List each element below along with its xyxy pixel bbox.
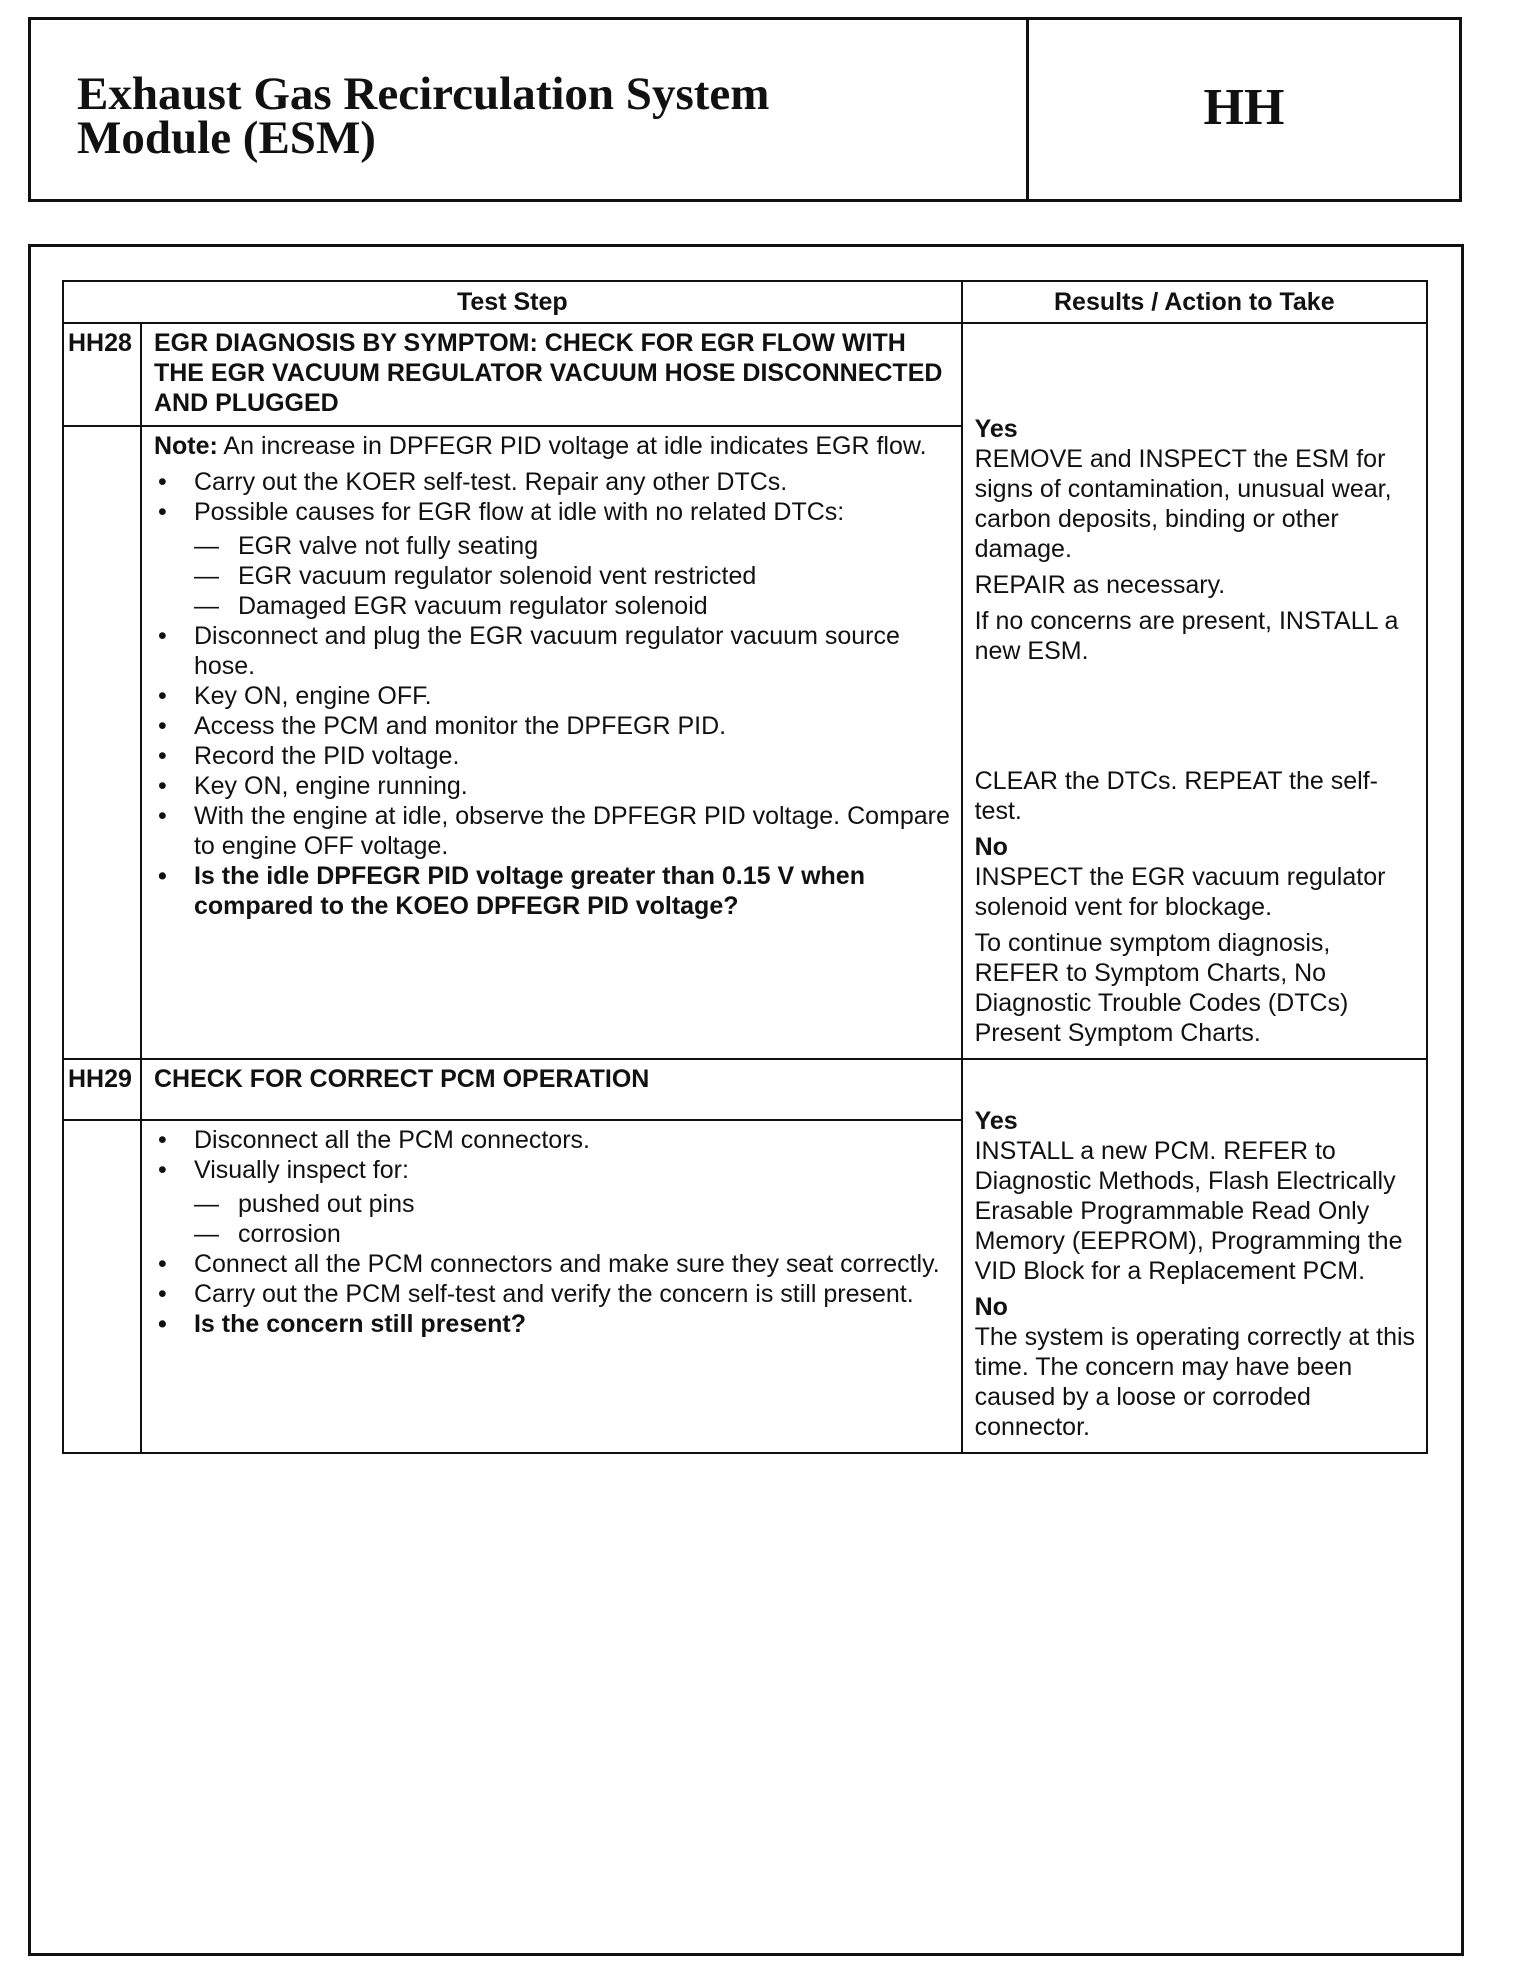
- list-item: • Key ON, engine OFF.: [154, 681, 953, 711]
- step-body: [141, 426, 962, 1059]
- list-item: — corrosion: [154, 1219, 953, 1249]
- step-note: [154, 431, 953, 461]
- inspect-list: [154, 1189, 953, 1249]
- step-results: [962, 1059, 1427, 1453]
- step-instructions: [154, 467, 953, 921]
- list-item-text: Visually inspect for:: [193, 1156, 409, 1185]
- list-item: • Carry out the PCM self-test and verify the concern is still present.: [154, 1279, 953, 1309]
- step-results: [962, 323, 1427, 1059]
- result-text: INSTALL a new PCM. REFER to Diagnostic Methods, Flash Electrically Erasable Programmable Read Only Memory (EEPROM), Programming the VID Block for a Replacement PCM.: [974, 1137, 1403, 1285]
- step-title: CHECK FOR CORRECT PCM OPERATION: [141, 1059, 962, 1120]
- section-code: HH: [1203, 79, 1285, 136]
- list-item: • Access the PCM and monitor the DPFEGR PID.: [154, 711, 953, 741]
- result-text: REMOVE and INSPECT the ESM for signs of contamination, unusual wear, carbon deposits, binding or other damage.: [974, 445, 1392, 563]
- results-header: Results / Action to Take: [962, 281, 1427, 323]
- result-text: The system is operating correctly at this time. The concern may have been caused by a loose or corroded connector.: [974, 1323, 1416, 1441]
- test-step-table: [62, 280, 1428, 1454]
- table-header-row: [63, 281, 1427, 323]
- list-item: • Disconnect and plug the EGR vacuum regulator vacuum source hose.: [154, 621, 953, 681]
- yes-label: Yes: [974, 415, 1018, 443]
- list-item: • With the engine at idle, observe the DPFEGR PID voltage. Compare to engine OFF voltage.: [154, 801, 953, 861]
- section-title: [31, 20, 1029, 199]
- step-id-spacer: [63, 426, 141, 1059]
- result-text: If no concerns are present, INSTALL a new ESM.: [974, 607, 1399, 665]
- list-item: — EGR vacuum regulator solenoid vent restricted: [154, 561, 953, 591]
- list-item: • Key ON, engine running.: [154, 771, 953, 801]
- section-title-line-1: Exhaust Gas Recirculation System: [77, 68, 770, 120]
- list-item: • Connect all the PCM connectors and make sure they seat correctly.: [154, 1249, 953, 1279]
- list-item: — pushed out pins: [154, 1189, 953, 1219]
- result-text: REPAIR as necessary.: [974, 571, 1226, 599]
- note-text: An increase in DPFEGR PID voltage at idle indicates EGR flow.: [217, 432, 927, 461]
- step-title-row: [63, 323, 1427, 426]
- list-item: — EGR valve not fully seating: [154, 531, 953, 561]
- step-id-spacer: [63, 1120, 141, 1453]
- cause-list: [154, 531, 953, 621]
- list-item: • Record the PID voltage.: [154, 741, 953, 771]
- list-item: [154, 497, 953, 621]
- yes-label: Yes: [974, 1107, 1018, 1135]
- result-text: CLEAR the DTCs. REPEAT the self-test.: [974, 767, 1378, 825]
- result-text: INSPECT the EGR vacuum regulator solenoid vent for blockage.: [974, 863, 1386, 921]
- step-question: • Is the idle DPFEGR PID voltage greater than 0.15 V when compared to the KOEO DPFEGR PID voltage?: [154, 861, 953, 921]
- step-question: • Is the concern still present?: [154, 1309, 953, 1339]
- list-item: — Damaged EGR vacuum regulator solenoid: [154, 591, 953, 621]
- test-step-header: Test Step: [63, 281, 962, 323]
- note-label: Note:: [153, 432, 218, 461]
- no-label: No: [974, 833, 1008, 861]
- step-id: HH29: [63, 1059, 141, 1120]
- step-id: HH28: [63, 323, 141, 426]
- list-item: [154, 1155, 953, 1249]
- no-label: No: [974, 1293, 1008, 1321]
- step-title: EGR DIAGNOSIS BY SYMPTOM: CHECK FOR EGR FLOW WITH THE EGR VACUUM REGULATOR VACUUM HOSE DISCONNECTED AND PLUGGED: [141, 323, 962, 426]
- page-header: [28, 17, 1462, 202]
- list-item: • Disconnect all the PCM connectors.: [154, 1125, 953, 1155]
- list-item-text: Possible causes for EGR flow at idle with no related DTCs:: [193, 498, 845, 527]
- section-title-line-2: Module (ESM): [77, 112, 376, 164]
- step-title-row: [63, 1059, 1427, 1120]
- step-body: [141, 1120, 962, 1453]
- step-instructions: [154, 1125, 953, 1339]
- list-item: • Carry out the KOER self-test. Repair any other DTCs.: [154, 467, 953, 497]
- result-text: To continue symptom diagnosis, REFER to Symptom Charts, No Diagnostic Trouble Codes (DTCs) Present Symptom Charts.: [974, 929, 1349, 1047]
